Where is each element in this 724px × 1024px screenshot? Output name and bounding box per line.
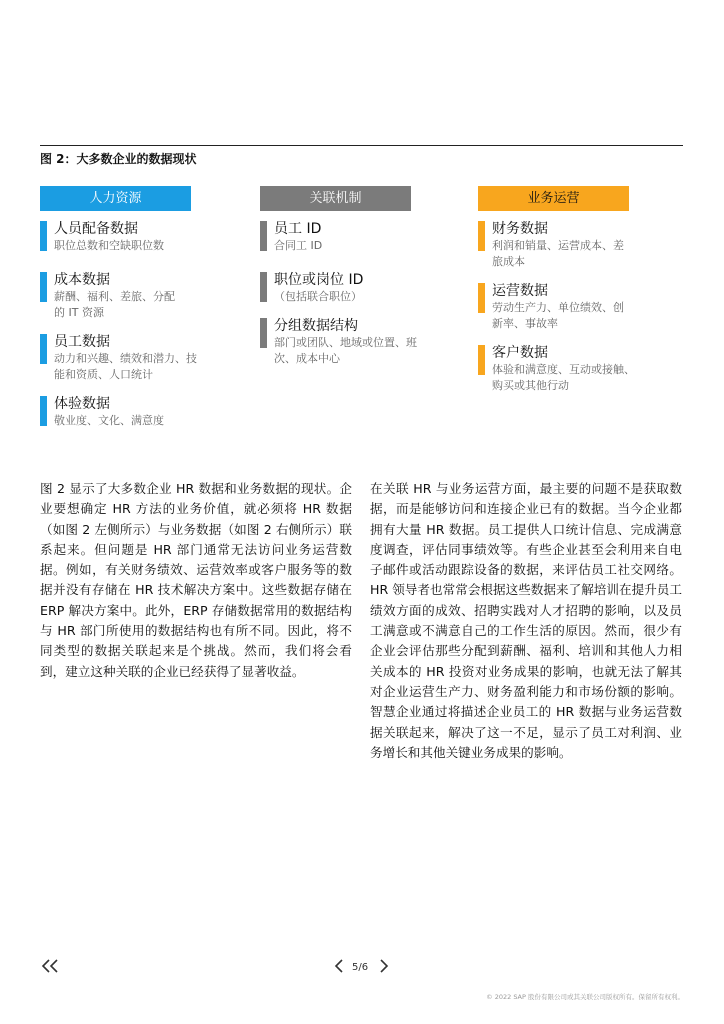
item-desc: 体验和满意度、互动或接触、购买或其他行动 [492,363,635,392]
figure-title: 图 2：大多数企业的数据现状 [40,152,197,166]
item-title: 运营数据 [492,283,548,299]
item-marker [40,221,47,251]
column-header-linking: 关联机制 [260,186,411,211]
page-number: 5/6 [352,962,369,973]
body-text-right: 在关联 HR 与业务运营方面，最主要的问题不是获取数据，而是能够访问和连接企业已有的数据。当今企业都拥有大量 HR 数据。员工提供人口统计信息、完成满意度调查，评估同事绩效等。有些企业甚至会利用来自电子邮件或活动跟踪设备的数据，来评估员工社交网络。HR 领导者也常常会根据这些数据来了解培训在提升员工绩效方面的成效、招聘实践对人才招聘的影响，以及员工满意或不满意自己的工作生活的原因。然而，很少有企业会评估那些分配到薪酬、福利、培训和其他人力相关成本的 HR 投资对业务成果的影响，也就无法了解其对企业运营生产力、财务盈利能力和市场份额的影响。智慧企业通过将描述企业员工的 HR 数据与业务运营数据关联起来，解决了这一不足，显示了员工对利润、业务增长和其他关键业务成果的影响。 [370,481,682,760]
column-linking [260,186,417,380]
list-item [40,272,191,321]
item-desc: 劳动生产力、单位绩效、创新率、事故率 [492,301,624,330]
first-page-button[interactable] [40,958,60,974]
item-desc: 薪酬、福利、差旅、分配的 IT 资源 [54,290,175,319]
item-marker [478,345,485,375]
item-marker [40,272,47,302]
column-header-hr: 人力资源 [40,186,191,211]
item-desc: 动力和兴趣、绩效和潜力、技能和资质、人口统计 [54,352,197,381]
item-title: 财务数据 [492,221,548,237]
item-marker [478,221,485,251]
column-hr [40,186,197,442]
chevron-right-icon [379,958,389,974]
item-title: 人员配备数据 [54,221,138,237]
list-item [40,396,191,429]
list-item [260,272,411,305]
item-marker [260,318,267,348]
column-header-business: 业务运营 [478,186,629,211]
list-item [478,283,629,332]
item-marker [40,334,47,364]
list-item [40,221,191,254]
item-title: 客户数据 [492,345,548,361]
list-item [40,334,197,383]
item-title: 职位或岗位 ID [274,272,364,288]
item-marker [260,221,267,251]
list-item [260,221,411,254]
copyright-notice: © 2022 SAP 股份有限公司或其关联公司版权所有。保留所有权利。 [486,993,684,1001]
list-item [478,345,635,394]
item-title: 员工 ID [274,221,322,237]
item-title: 分组数据结构 [274,318,358,334]
list-item [260,318,417,367]
item-title: 体验数据 [54,396,110,412]
next-page-button[interactable] [379,958,389,974]
item-desc: 合同工 ID [274,239,323,252]
body-text-left: 图 2 显示了大多数企业 HR 数据和业务数据的现状。企业要想确定 HR 方法的业务价值，就必须将 HR 数据（如图 2 左侧所示）与业务数据（如图 2 右侧所示）联系起来。但问题是 HR 部门通常无法访问业务运营数据。例如，有关财务绩效、运营效率或客户服务等的数据并没有存储在 HR 技术解决方案中。这些数据存储在 ERP 解决方案中。此外，ERP 存储数据常用的数据结构与 HR 部门所使用的数据结构也有所不同。因此，将不同类型的数据关联起来是个挑战。然而，我们将会看到，建立这种关联的企业已经获得了显著收益。 [40,481,352,679]
item-desc: 职位总数和空缺职位数 [54,239,164,252]
item-desc: 敬业度、文化、满意度 [54,414,164,427]
item-marker [260,272,267,302]
list-item [478,221,629,270]
item-desc: 利润和销量、运营成本、差旅成本 [492,239,624,268]
prev-page-button[interactable] [334,958,344,974]
chevron-left-icon [334,958,344,974]
double-chevron-left-icon [40,958,60,974]
item-marker [478,283,485,313]
item-desc: （包括联合职位） [274,290,362,303]
column-business [478,186,635,407]
figure-top-rule [40,145,683,146]
item-title: 成本数据 [54,272,110,288]
item-marker [40,396,47,426]
item-title: 员工数据 [54,334,110,350]
item-desc: 部门或团队、地域或位置、班次、成本中心 [274,336,417,365]
